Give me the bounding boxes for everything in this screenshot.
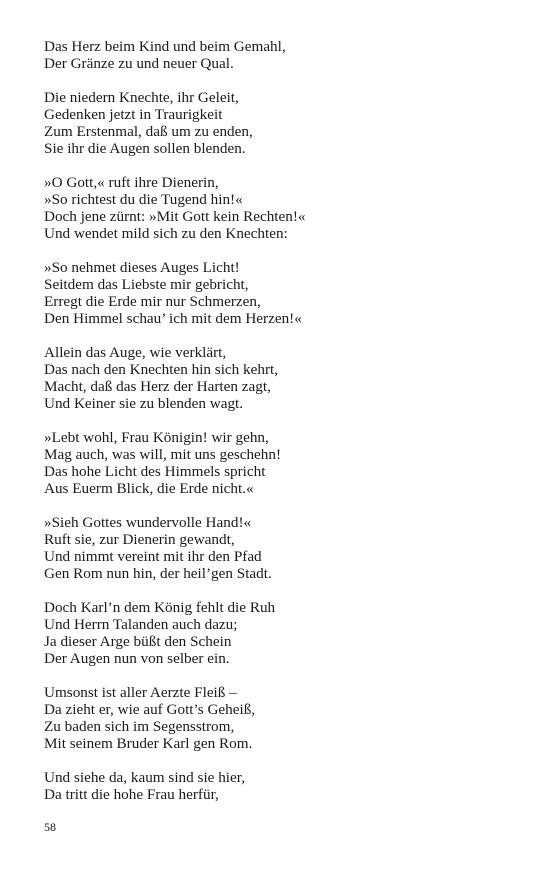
verse-line: Seitdem das Liebste mir gebricht, bbox=[44, 276, 249, 293]
verse-line: Und Herrn Talanden auch dazu; bbox=[44, 616, 238, 633]
verse-line: Sie ihr die Augen sollen blenden. bbox=[44, 140, 246, 157]
stanza-1 bbox=[44, 38, 514, 72]
verse-line: »Lebt wohl, Frau Königin! wir gehn, bbox=[44, 429, 269, 446]
verse-line: Ja dieser Arge büßt den Schein bbox=[44, 633, 232, 650]
verse-line: Und wendet mild sich zu den Knechten: bbox=[44, 225, 288, 242]
verse-line: »Sieh Gottes wundervolle Hand!« bbox=[44, 514, 252, 531]
verse-line: Aus Euerm Blick, die Erde nicht.« bbox=[44, 480, 254, 497]
verse-line: »So richtest du die Tugend hin!« bbox=[44, 191, 243, 208]
verse-line: Die niedern Knechte, ihr Geleit, bbox=[44, 89, 239, 106]
verse-line: Doch Karl’n dem König fehlt die Ruh bbox=[44, 599, 276, 616]
verse-line: Das hohe Licht des Himmels spricht bbox=[44, 463, 266, 480]
stanza-4 bbox=[44, 259, 514, 327]
verse-line: Mag auch, was will, mit uns geschehn! bbox=[44, 446, 282, 463]
poem-text bbox=[44, 38, 514, 820]
stanza-8 bbox=[44, 599, 514, 667]
verse-line: »O Gott,« ruft ihre Dienerin, bbox=[44, 174, 219, 191]
verse-line: Erregt die Erde mir nur Schmerzen, bbox=[44, 293, 261, 310]
stanza-5 bbox=[44, 344, 514, 412]
stanza-7 bbox=[44, 514, 514, 582]
verse-line: Das nach den Knechten hin sich kehrt, bbox=[44, 361, 279, 378]
stanza-10 bbox=[44, 769, 514, 803]
verse-line: Allein das Auge, wie verklärt, bbox=[44, 344, 227, 361]
verse-line: Gedenken jetzt in Traurigkeit bbox=[44, 106, 223, 123]
verse-line: Da tritt die hohe Frau herfür, bbox=[44, 786, 219, 803]
verse-line: Da zieht er, wie auf Gott’s Geheiß, bbox=[44, 701, 256, 718]
verse-line: Macht, daß das Herz der Harten zagt, bbox=[44, 378, 271, 395]
verse-line: Und Keiner sie zu blenden wagt. bbox=[44, 395, 244, 412]
stanza-9 bbox=[44, 684, 514, 752]
verse-line: Und nimmt vereint mit ihr den Pfad bbox=[44, 548, 262, 565]
stanza-6 bbox=[44, 429, 514, 497]
verse-line: Den Himmel schau’ ich mit dem Herzen!« bbox=[44, 310, 302, 327]
verse-line: Zum Erstenmal, daß um zu enden, bbox=[44, 123, 253, 140]
verse-line: Das Herz beim Kind und beim Gemahl, bbox=[44, 38, 286, 55]
verse-line: Der Augen nun von selber ein. bbox=[44, 650, 230, 667]
verse-line: Der Gränze zu und neuer Qual. bbox=[44, 55, 234, 72]
verse-line: »So nehmet dieses Auges Licht! bbox=[44, 259, 240, 276]
stanza-3 bbox=[44, 174, 514, 242]
verse-line: Und siehe da, kaum sind sie hier, bbox=[44, 769, 246, 786]
verse-line: Doch jene zürnt: »Mit Gott kein Rechten!« bbox=[44, 208, 306, 225]
verse-line: Ruft sie, zur Dienerin gewandt, bbox=[44, 531, 235, 548]
verse-line: Umsonst ist aller Aerzte Fleiß – bbox=[44, 684, 237, 701]
verse-line: Gen Rom nun hin, der heil’gen Stadt. bbox=[44, 565, 272, 582]
verse-line: Zu baden sich im Segensstrom, bbox=[44, 718, 235, 735]
page-number: 58 bbox=[44, 820, 56, 834]
stanza-2 bbox=[44, 89, 514, 157]
verse-line: Mit seinem Bruder Karl gen Rom. bbox=[44, 735, 253, 752]
